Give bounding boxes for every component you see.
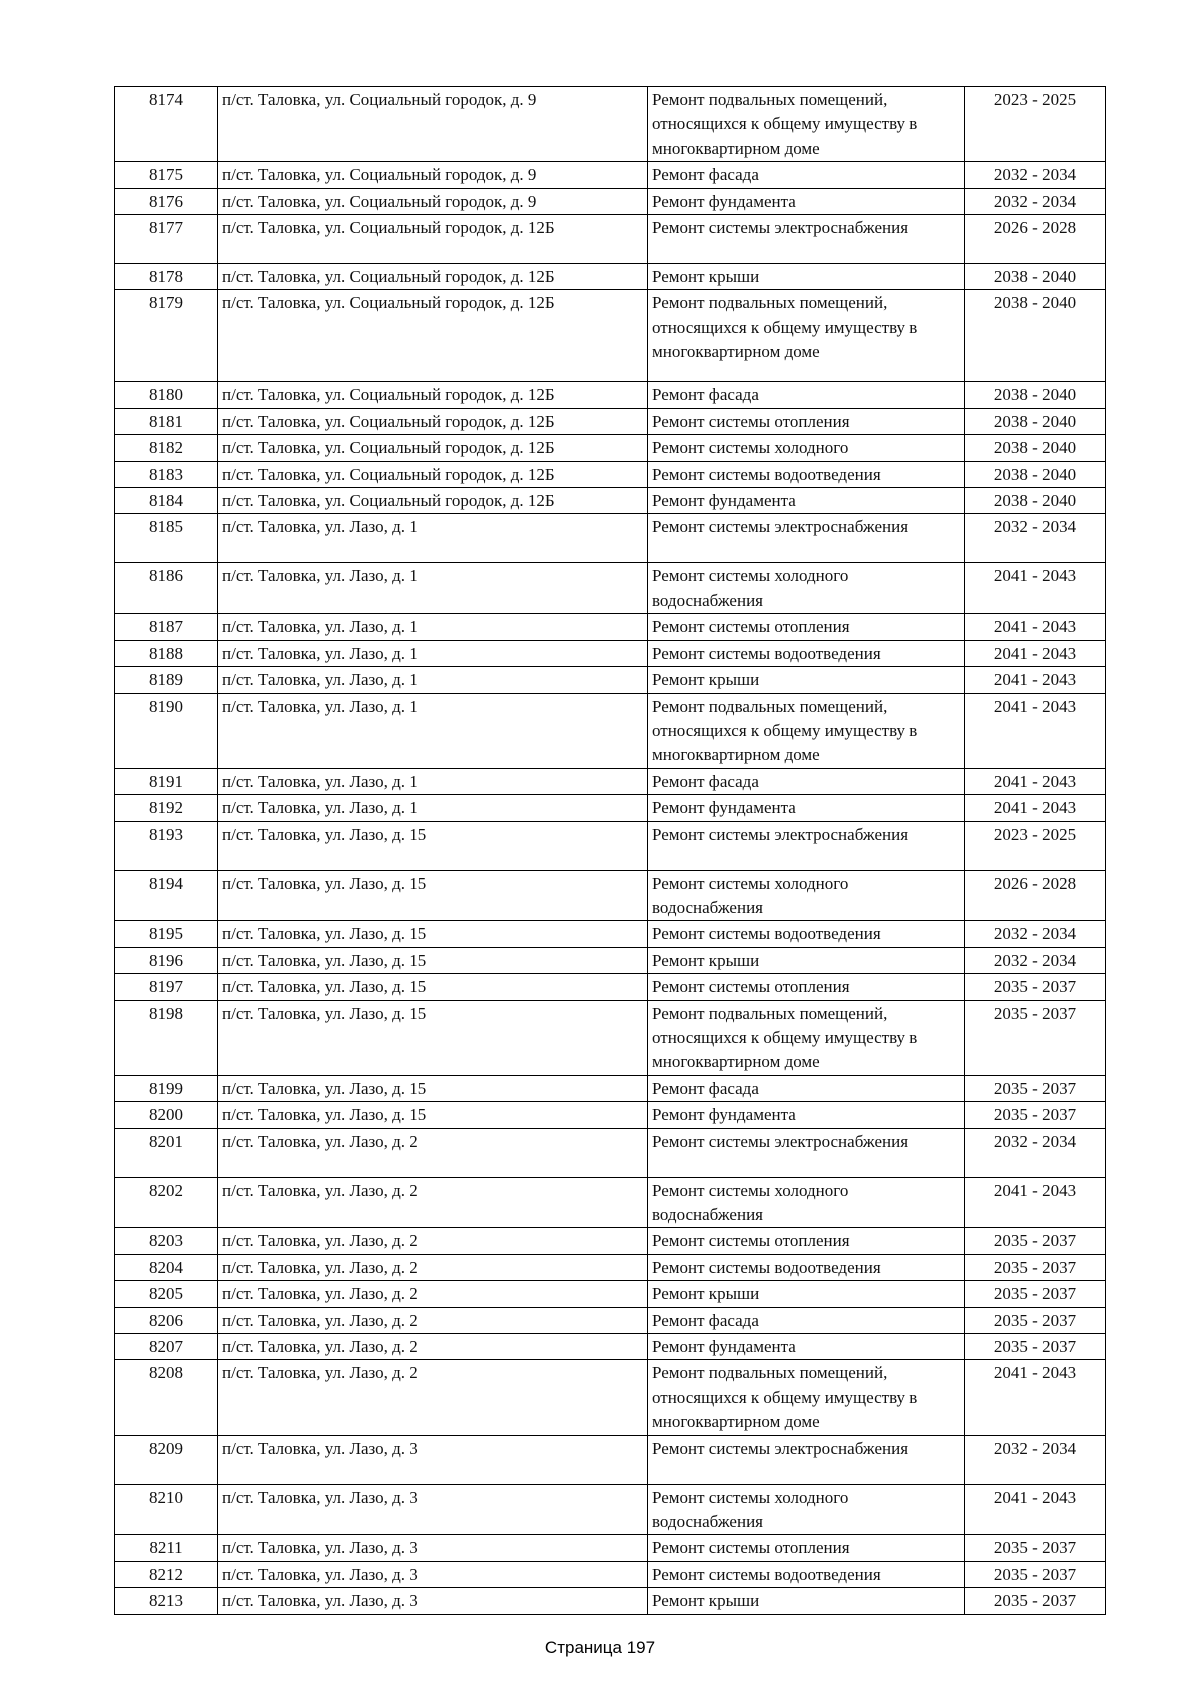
table-row	[115, 87, 1106, 162]
table-row	[115, 1307, 1106, 1333]
row-period: 2041 - 2043	[965, 563, 1106, 614]
row-period: 2041 - 2043	[965, 768, 1106, 794]
table-row	[115, 921, 1106, 947]
row-work-type: Ремонт фундамента	[648, 488, 965, 514]
row-period: 2035 - 2037	[965, 1000, 1106, 1075]
row-number: 8198	[115, 1000, 218, 1075]
row-period: 2041 - 2043	[965, 614, 1106, 640]
row-period: 2035 - 2037	[965, 1561, 1106, 1587]
row-address: п/ст. Таловка, ул. Лазо, д. 3	[218, 1535, 648, 1561]
row-number: 8213	[115, 1588, 218, 1614]
row-address: п/ст. Таловка, ул. Лазо, д. 2	[218, 1281, 648, 1307]
page-number: Страница 197	[544, 1638, 656, 1657]
row-number: 8208	[115, 1360, 218, 1435]
row-work-type: Ремонт крыши	[648, 1588, 965, 1614]
row-period: 2032 - 2034	[965, 188, 1106, 214]
row-address: п/ст. Таловка, ул. Социальный городок, д. 9	[218, 87, 648, 162]
row-address: п/ст. Таловка, ул. Лазо, д. 1	[218, 693, 648, 768]
table-row	[115, 435, 1106, 461]
row-work-type: Ремонт системы отопления	[648, 1228, 965, 1254]
row-number: 8199	[115, 1075, 218, 1101]
table-row	[115, 974, 1106, 1000]
row-work-type: Ремонт системы холодного водоснабжения	[648, 563, 965, 614]
row-address: п/ст. Таловка, ул. Лазо, д. 3	[218, 1561, 648, 1587]
row-period: 2038 - 2040	[965, 461, 1106, 487]
row-address: п/ст. Таловка, ул. Социальный городок, д. 12Б	[218, 215, 648, 264]
row-work-type: Ремонт системы электроснабжения	[648, 514, 965, 563]
row-number: 8187	[115, 614, 218, 640]
row-address: п/ст. Таловка, ул. Лазо, д. 1	[218, 514, 648, 563]
row-work-type: Ремонт фасада	[648, 382, 965, 408]
row-period: 2032 - 2034	[965, 921, 1106, 947]
table-row	[115, 162, 1106, 188]
row-period: 2041 - 2043	[965, 795, 1106, 821]
row-work-type: Ремонт крыши	[648, 264, 965, 290]
row-number: 8182	[115, 435, 218, 461]
row-address: п/ст. Таловка, ул. Лазо, д. 15	[218, 821, 648, 870]
row-work-type: Ремонт системы электроснабжения	[648, 821, 965, 870]
table-row	[115, 1254, 1106, 1280]
row-number: 8193	[115, 821, 218, 870]
table-row	[115, 614, 1106, 640]
row-period: 2032 - 2034	[965, 514, 1106, 563]
row-work-type: Ремонт системы отопления	[648, 974, 965, 1000]
row-number: 8190	[115, 693, 218, 768]
row-number: 8209	[115, 1435, 218, 1484]
row-number: 8201	[115, 1128, 218, 1177]
row-address: п/ст. Таловка, ул. Социальный городок, д. 12Б	[218, 408, 648, 434]
row-period: 2038 - 2040	[965, 435, 1106, 461]
table-row	[115, 1561, 1106, 1587]
row-period: 2041 - 2043	[965, 1177, 1106, 1228]
row-address: п/ст. Таловка, ул. Лазо, д. 15	[218, 974, 648, 1000]
table-row	[115, 264, 1106, 290]
row-address: п/ст. Таловка, ул. Лазо, д. 15	[218, 1102, 648, 1128]
repair-schedule-table	[114, 86, 1106, 1615]
row-number: 8207	[115, 1334, 218, 1360]
table-row	[115, 290, 1106, 382]
table-row	[115, 461, 1106, 487]
row-work-type: Ремонт крыши	[648, 947, 965, 973]
row-address: п/ст. Таловка, ул. Социальный городок, д. 12Б	[218, 461, 648, 487]
row-period: 2041 - 2043	[965, 667, 1106, 693]
row-number: 8175	[115, 162, 218, 188]
row-number: 8205	[115, 1281, 218, 1307]
row-period: 2035 - 2037	[965, 1102, 1106, 1128]
row-address: п/ст. Таловка, ул. Лазо, д. 1	[218, 640, 648, 666]
row-work-type: Ремонт системы холодного водоснабжения	[648, 870, 965, 921]
table-row	[115, 640, 1106, 666]
table-row	[115, 215, 1106, 264]
row-address: п/ст. Таловка, ул. Социальный городок, д. 12Б	[218, 290, 648, 382]
table-row	[115, 821, 1106, 870]
row-period: 2032 - 2034	[965, 162, 1106, 188]
row-period: 2032 - 2034	[965, 947, 1106, 973]
row-address: п/ст. Таловка, ул. Лазо, д. 2	[218, 1128, 648, 1177]
table-row	[115, 1000, 1106, 1075]
row-number: 8180	[115, 382, 218, 408]
table-row	[115, 188, 1106, 214]
row-number: 8204	[115, 1254, 218, 1280]
row-number: 8197	[115, 974, 218, 1000]
table-row	[115, 693, 1106, 768]
row-number: 8194	[115, 870, 218, 921]
table-row	[115, 1535, 1106, 1561]
table-row	[115, 514, 1106, 563]
row-address: п/ст. Таловка, ул. Лазо, д. 15	[218, 870, 648, 921]
row-number: 8186	[115, 563, 218, 614]
row-work-type: Ремонт системы отопления	[648, 1535, 965, 1561]
row-period: 2026 - 2028	[965, 215, 1106, 264]
row-period: 2035 - 2037	[965, 1588, 1106, 1614]
row-address: п/ст. Таловка, ул. Лазо, д. 2	[218, 1334, 648, 1360]
row-address: п/ст. Таловка, ул. Лазо, д. 15	[218, 1075, 648, 1101]
row-address: п/ст. Таловка, ул. Лазо, д. 1	[218, 667, 648, 693]
row-number: 8184	[115, 488, 218, 514]
row-period: 2023 - 2025	[965, 821, 1106, 870]
row-work-type: Ремонт подвальных помещений, относящихся к общему имуществу в многоквартирном доме	[648, 1000, 965, 1075]
row-work-type: Ремонт крыши	[648, 667, 965, 693]
table-row	[115, 563, 1106, 614]
row-number: 8178	[115, 264, 218, 290]
row-address: п/ст. Таловка, ул. Лазо, д. 2	[218, 1228, 648, 1254]
row-work-type: Ремонт подвальных помещений, относящихся к общему имуществу в многоквартирном доме	[648, 87, 965, 162]
row-number: 8177	[115, 215, 218, 264]
row-work-type: Ремонт системы холодного водоснабжения	[648, 1484, 965, 1535]
row-work-type: Ремонт фасада	[648, 768, 965, 794]
row-number: 8196	[115, 947, 218, 973]
row-period: 2026 - 2028	[965, 870, 1106, 921]
row-work-type: Ремонт фасада	[648, 1075, 965, 1101]
row-number: 8174	[115, 87, 218, 162]
row-period: 2041 - 2043	[965, 640, 1106, 666]
row-number: 8191	[115, 768, 218, 794]
row-period: 2038 - 2040	[965, 408, 1106, 434]
row-work-type: Ремонт системы электроснабжения	[648, 1128, 965, 1177]
row-work-type: Ремонт системы водоотведения	[648, 1561, 965, 1587]
row-address: п/ст. Таловка, ул. Лазо, д. 1	[218, 795, 648, 821]
row-address: п/ст. Таловка, ул. Лазо, д. 2	[218, 1307, 648, 1333]
table-row	[115, 870, 1106, 921]
row-number: 8181	[115, 408, 218, 434]
row-work-type: Ремонт подвальных помещений, относящихся к общему имуществу в многоквартирном доме	[648, 693, 965, 768]
row-work-type: Ремонт фасада	[648, 162, 965, 188]
table-row	[115, 667, 1106, 693]
row-period: 2041 - 2043	[965, 1484, 1106, 1535]
row-period: 2035 - 2037	[965, 1254, 1106, 1280]
row-address: п/ст. Таловка, ул. Социальный городок, д. 12Б	[218, 382, 648, 408]
row-address: п/ст. Таловка, ул. Лазо, д. 1	[218, 563, 648, 614]
row-address: п/ст. Таловка, ул. Социальный городок, д. 9	[218, 162, 648, 188]
row-address: п/ст. Таловка, ул. Лазо, д. 2	[218, 1360, 648, 1435]
row-work-type: Ремонт системы холодного водоснабжения	[648, 1177, 965, 1228]
row-period: 2023 - 2025	[965, 87, 1106, 162]
row-address: п/ст. Таловка, ул. Социальный городок, д. 12Б	[218, 488, 648, 514]
row-work-type: Ремонт системы водоотведения	[648, 640, 965, 666]
row-number: 8189	[115, 667, 218, 693]
row-number: 8211	[115, 1535, 218, 1561]
row-address: п/ст. Таловка, ул. Лазо, д. 3	[218, 1435, 648, 1484]
table-row	[115, 1102, 1106, 1128]
row-address: п/ст. Таловка, ул. Социальный городок, д. 12Б	[218, 435, 648, 461]
row-period: 2035 - 2037	[965, 1075, 1106, 1101]
row-address: п/ст. Таловка, ул. Лазо, д. 1	[218, 768, 648, 794]
row-address: п/ст. Таловка, ул. Социальный городок, д. 12Б	[218, 264, 648, 290]
row-period: 2035 - 2037	[965, 1535, 1106, 1561]
row-period: 2038 - 2040	[965, 290, 1106, 382]
row-period: 2035 - 2037	[965, 974, 1106, 1000]
row-work-type: Ремонт фундамента	[648, 1334, 965, 1360]
table-row	[115, 768, 1106, 794]
row-number: 8179	[115, 290, 218, 382]
row-period: 2032 - 2034	[965, 1128, 1106, 1177]
table-row	[115, 1334, 1106, 1360]
row-work-type: Ремонт системы электроснабжения	[648, 215, 965, 264]
row-period: 2038 - 2040	[965, 264, 1106, 290]
row-work-type: Ремонт фундамента	[648, 1102, 965, 1128]
row-address: п/ст. Таловка, ул. Лазо, д. 2	[218, 1254, 648, 1280]
row-address: п/ст. Таловка, ул. Лазо, д. 15	[218, 947, 648, 973]
row-number: 8210	[115, 1484, 218, 1535]
row-work-type: Ремонт системы водоотведения	[648, 461, 965, 487]
row-number: 8206	[115, 1307, 218, 1333]
table-body	[115, 87, 1106, 1615]
row-number: 8188	[115, 640, 218, 666]
row-period: 2035 - 2037	[965, 1281, 1106, 1307]
table-row	[115, 1177, 1106, 1228]
row-work-type: Ремонт подвальных помещений, относящихся к общему имуществу в многоквартирном доме	[648, 1360, 965, 1435]
row-address: п/ст. Таловка, ул. Лазо, д. 3	[218, 1588, 648, 1614]
table-row	[115, 408, 1106, 434]
row-work-type: Ремонт системы водоотведения	[648, 1254, 965, 1280]
row-number: 8185	[115, 514, 218, 563]
row-work-type: Ремонт крыши	[648, 1281, 965, 1307]
row-number: 8212	[115, 1561, 218, 1587]
row-address: п/ст. Таловка, ул. Лазо, д. 2	[218, 1177, 648, 1228]
table-row	[115, 1075, 1106, 1101]
row-address: п/ст. Таловка, ул. Лазо, д. 1	[218, 614, 648, 640]
row-period: 2035 - 2037	[965, 1334, 1106, 1360]
row-period: 2041 - 2043	[965, 693, 1106, 768]
row-period: 2038 - 2040	[965, 488, 1106, 514]
row-period: 2041 - 2043	[965, 1360, 1106, 1435]
row-address: п/ст. Таловка, ул. Лазо, д. 15	[218, 921, 648, 947]
table-row	[115, 1435, 1106, 1484]
row-number: 8195	[115, 921, 218, 947]
row-work-type: Ремонт фасада	[648, 1307, 965, 1333]
row-period: 2038 - 2040	[965, 382, 1106, 408]
row-number: 8203	[115, 1228, 218, 1254]
row-number: 8200	[115, 1102, 218, 1128]
row-address: п/ст. Таловка, ул. Социальный городок, д. 9	[218, 188, 648, 214]
row-work-type: Ремонт системы водоотведения	[648, 921, 965, 947]
row-work-type: Ремонт системы холодного	[648, 435, 965, 461]
row-work-type: Ремонт фундамента	[648, 188, 965, 214]
table-row	[115, 1128, 1106, 1177]
row-number: 8176	[115, 188, 218, 214]
row-number: 8192	[115, 795, 218, 821]
row-work-type: Ремонт системы отопления	[648, 614, 965, 640]
row-period: 2035 - 2037	[965, 1228, 1106, 1254]
table-row	[115, 488, 1106, 514]
row-address: п/ст. Таловка, ул. Лазо, д. 15	[218, 1000, 648, 1075]
table-row	[115, 382, 1106, 408]
row-work-type: Ремонт подвальных помещений, относящихся к общему имуществу в многоквартирном доме	[648, 290, 965, 382]
table-row	[115, 1588, 1106, 1614]
row-work-type: Ремонт фундамента	[648, 795, 965, 821]
row-number: 8183	[115, 461, 218, 487]
table-row	[115, 1228, 1106, 1254]
table-row	[115, 1484, 1106, 1535]
row-number: 8202	[115, 1177, 218, 1228]
row-period: 2032 - 2034	[965, 1435, 1106, 1484]
table-row	[115, 795, 1106, 821]
row-work-type: Ремонт системы электроснабжения	[648, 1435, 965, 1484]
row-address: п/ст. Таловка, ул. Лазо, д. 3	[218, 1484, 648, 1535]
row-period: 2035 - 2037	[965, 1307, 1106, 1333]
table-row	[115, 947, 1106, 973]
table-row	[115, 1281, 1106, 1307]
row-work-type: Ремонт системы отопления	[648, 408, 965, 434]
table-row	[115, 1360, 1106, 1435]
